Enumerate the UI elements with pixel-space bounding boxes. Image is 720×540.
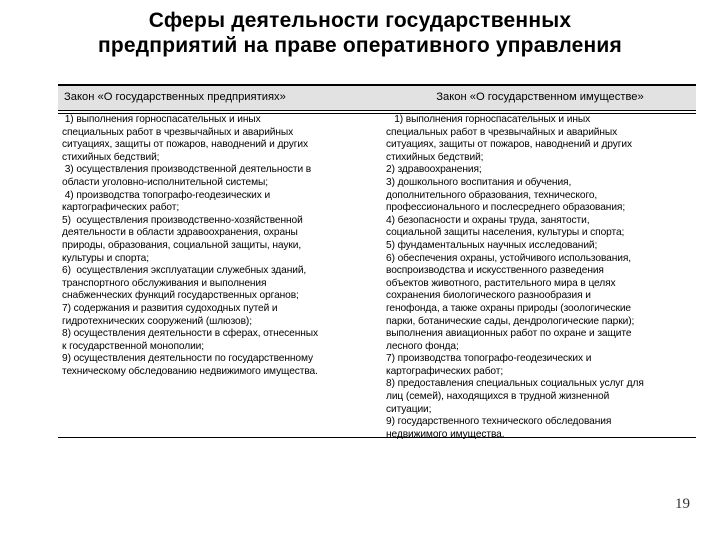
right-column-header: Закон «О государственном имуществе» xyxy=(436,91,644,103)
text-line: ситуации; xyxy=(386,403,432,415)
text-line: 8) осуществления деятельности в сферах, отнесенных xyxy=(62,328,319,340)
text-line: 8) предоставления специальных социальных услуг для xyxy=(386,378,644,390)
text-line: 3) дошкольного воспитания и обучения, xyxy=(386,176,572,188)
text-line: 1) выполнения горноспасательных и иных xyxy=(386,114,591,125)
text-line: 5) осуществления производственно-хозяйственной xyxy=(62,214,303,226)
text-line: 4) безопасности и охраны труда, занятости, xyxy=(386,214,590,226)
text-line: 6) осуществления эксплуатации служебных зданий, xyxy=(62,265,307,277)
text-line: техническому обследованию недвижимого имущества. xyxy=(62,365,318,377)
text-line: 7) содержания и развития судоходных путей и xyxy=(62,302,278,314)
text-line: 5) фундаментальных научных исследований; xyxy=(386,239,598,251)
left-column-header: Закон «О государственных предприятиях» xyxy=(64,91,286,103)
text-line: стихийных бедствий; xyxy=(386,151,484,163)
text-line: недвижимого имущества. xyxy=(386,428,505,440)
text-line: картографических работ; xyxy=(62,202,180,214)
text-line: области уголовно-исполнительной системы; xyxy=(62,176,268,188)
page-number: 19 xyxy=(675,496,690,512)
text-line: гидротехнических сооружений (шлюзов); xyxy=(62,315,252,327)
text-line: транспортного обслуживания и выполнения xyxy=(62,277,267,289)
right-column-text xyxy=(386,114,698,441)
text-line: социальной защиты населения, культуры и спорта; xyxy=(386,227,625,239)
text-line: лиц (семей), находящихся в трудной жизненной xyxy=(386,391,610,403)
text-line: специальных работ в чрезвычайных и аварийных xyxy=(62,126,294,138)
table-header-rule xyxy=(58,110,696,111)
page-title-line-1: Сферы деятельности государственных xyxy=(148,9,572,32)
table-top-rule xyxy=(58,84,696,86)
text-line: ситуациях, защиты от пожаров, наводнений и других xyxy=(386,139,632,151)
left-column-text xyxy=(62,114,378,378)
text-line: 2) здравоохранения; xyxy=(386,164,482,176)
text-line: дополнительного образования, технического, xyxy=(386,189,598,201)
text-line: к государственной монополии; xyxy=(62,340,205,352)
text-line: картографических работ; xyxy=(386,365,504,377)
text-line: специальных работ в чрезвычайных и аварийных xyxy=(386,126,618,138)
text-line: сохранения биологического разнообразия и xyxy=(386,290,591,302)
text-line: объектов животного, растительного мира в целях xyxy=(386,277,616,289)
page-title xyxy=(40,8,680,58)
text-line: ситуациях, защиты от пожаров, наводнений и других xyxy=(62,139,308,151)
text-line: 6) обеспечения охраны, устойчивого использования, xyxy=(386,252,631,264)
text-line: деятельности в области здравоохранения, охраны xyxy=(62,227,298,239)
text-line: парки, ботанические сады, дендрологические парки); xyxy=(386,315,635,327)
text-line: снабженческих функций государственных органов; xyxy=(62,290,299,302)
page-title-line-2: предприятий на праве оперативного управления xyxy=(97,34,622,57)
text-line: 4) производства топографо-геодезических и xyxy=(62,189,271,201)
comparison-table xyxy=(58,84,696,438)
text-line: выполнения авиационных работ по охране и защите xyxy=(386,328,632,340)
text-line: природы, образования, социальной защиты, науки, xyxy=(62,239,302,251)
text-line: 3) осуществления производственной деятельности в xyxy=(62,164,312,176)
text-line: генофонда, а также охраны природы (зоологические xyxy=(386,302,631,314)
text-line: 9) осуществления деятельности по государственному xyxy=(62,353,313,365)
text-line: лесного фонда; xyxy=(386,340,459,352)
text-line: профессионального и послесреднего образования; xyxy=(386,202,626,214)
text-line: стихийных бедствий; xyxy=(62,151,160,163)
text-line: 9) государственного технического обследования xyxy=(386,416,612,428)
text-line: 1) выполнения горноспасательных и иных xyxy=(62,114,261,125)
text-line: культуры и спорта; xyxy=(62,252,149,264)
text-line: воспроизводства и искусственного разведения xyxy=(386,265,604,277)
text-line: 7) производства топографо-геодезических и xyxy=(386,353,592,365)
